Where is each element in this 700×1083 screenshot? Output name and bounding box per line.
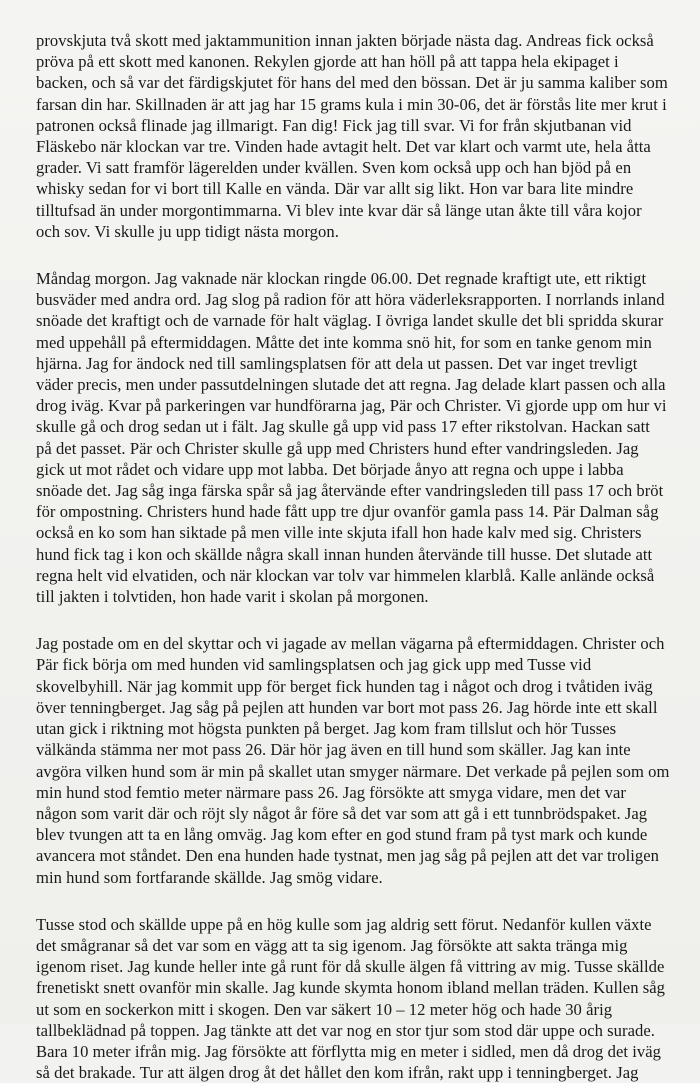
text-line: Bara 10 meter ifrån mig. Jag försökte att förflytta mig en meter i sidled, men då drog det iväg <box>36 1041 661 1061</box>
text-line: också en ko som han siktade på men ville inte skjuta ifall hon hade kalv med sig. Christers <box>36 523 642 543</box>
text-line: ut som en sockerkon mitt i skogen. Den var säkert 10 – 12 meter hög och hade 30 årig <box>36 999 613 1019</box>
text-line: min hund stod femtio meter närmare pass 26. Jag försökte att smyga vidare, men det var <box>36 782 626 802</box>
text-line: frenetiskt snett ovanför min skalle. Jag kunde skymta honom ibland mellan träden. Kullen såg <box>36 978 666 998</box>
text-line: hjärna. Jag for ändock ned till samlingsplatsen för att dela ut passen. Det var inget trevligt <box>36 353 638 373</box>
text-line: det smågranar så det var som en vägg att ta sig igenom. Jag försökte att sakta tränga mig <box>36 935 628 955</box>
text-line: grader. Vi satt framför lägerelden under kvällen. Sven kom också upp och han bjöd på en <box>36 158 632 178</box>
text-line: patronen också flinade jag illmarigt. Fan dig! Fick jag till svar. Vi for från skjutbanan vid <box>36 115 632 135</box>
text-line: så det brakade. Tur att älgen drog åt det hållet den kom ifrån, rakt upp i tenningberget. Jag <box>36 1063 639 1083</box>
text-line: Måndag morgon. Jag vaknade när klockan ringde 06.00. Det regnade kraftigt ute, ett riktigt <box>36 269 647 289</box>
text-line: avgöra vilken hund som är min på skallet utan smyger närmare. Det verkade på pejlen som om <box>36 761 670 781</box>
text-line: tilltufsad än under morgontimmarna. Vi blev inte kvar där så länge utan åkte till våra kojor <box>36 200 642 220</box>
text-line: till jakten i tolvtiden, hon hade varit i skolan på morgonen. <box>36 587 429 607</box>
text-line: Jag postade om en del skyttar och vi jagade av mellan vägarna på eftermiddagen. Christer och <box>36 634 665 654</box>
text-line: min hund som fortfarande skällde. Jag smög vidare. <box>36 867 383 887</box>
paragraph-4 <box>36 914 666 1083</box>
text-line: hund fick tag i kon och skällde några skall innan hunden återvände till husse. Det slutade att <box>36 544 653 564</box>
text-line: igenom riset. Jag kunde heller inte gå runt för då skulle älgen få vittring av mig. Tusse skällde <box>36 957 665 977</box>
paragraph-2 <box>36 268 667 607</box>
text-line: farsan din har. Skillnaden är att jag har 15 grams kula i min 30-06, det är förstås lite mer krut i <box>36 94 667 114</box>
text-line: med uppehåll på eftermiddagen. Måtte det inte komma snö hit, for som en tanke genom min <box>36 332 652 352</box>
text-line: whisky sedan for vi bort till Kalle en vända. Där var allt sig likt. Hon var bara lite mindre <box>36 179 634 199</box>
text-line: skulle gå och drog sedan ut i fält. Jag skulle gå upp vid pass 17 efter rikstolvan. Hackan satt <box>36 417 650 437</box>
text-line: skovelbyhill. När jag kommit upp för berget fick hunden tag i något och drog i tvåtiden iväg <box>36 676 653 696</box>
text-line: regna helt vid elvatiden, och när klockan var tolv var himmelen klarblå. Kalle anlände också <box>36 565 655 585</box>
text-line: väder precis, men under passutdelningen slutade det att regna. Jag delade klart passen och alla <box>36 375 666 395</box>
paragraph-3 <box>36 633 670 887</box>
text-line: gick ut mot rådet och vidare upp mot labba. Det började ånyo att regna och uppe i labba <box>36 459 624 479</box>
text-line: busväder med andra ord. Jag slog på radion för att höra väderleksrapporten. I norrlands inland <box>36 290 665 310</box>
text-line: snöade det. Jag såg inga färska spår så jag återvände efter vandringsleden till pass 17 och bröt <box>36 481 664 501</box>
text-line: på det passet. Pär och Christer skulle gå upp med Christers hund efter vandringsleden. Jag <box>36 438 639 458</box>
text-line: pröva på ett skott med kanonen. Rekylen gjorde att han höll på att tappa hela ekipaget i <box>36 52 619 72</box>
text-line: Pär fick börja om med hunden vid samlingsplatsen och jag gick upp med Tusse vid <box>36 655 592 675</box>
paragraph-1 <box>36 30 668 242</box>
text-line: någon som varit där och röjt sly något år före så det var som att gå i ett tunnbrödspaket. Jag <box>36 803 648 823</box>
text-line: tallbeklädnad på toppen. Jag tänkte att det var nog en stor tjur som stod där uppe och surade. <box>36 1020 655 1040</box>
text-line: Tusse stod och skällde uppe på en hög kulle som jag aldrig sett förut. Nedanför kullen växte <box>36 914 652 934</box>
text-line: backen, och så var det färdigskjutet för hans del med den bössan. Det är ju samma kaliber som <box>36 73 668 93</box>
text-line: avancera mot ståndet. Den ena hunden hade tystnat, men jag såg på pejlen att det var troligen <box>36 846 660 866</box>
text-line: Fläskebo när klockan var tre. Vinden hade avtagit helt. Det var klart och varmt ute, hela åtta <box>36 137 651 157</box>
text-line: blev tvungen att ta en lång omväg. Jag kom efter en god stund fram på tyst mark och kunde <box>36 825 648 845</box>
text-line: för ompostning. Christers hund hade fått upp tre djur ovanför gamla pass 14. Pär Dalman såg <box>36 502 659 522</box>
text-line: provskjuta två skott med jaktammunition innan jakten började nästa dag. Andreas fick också <box>36 31 654 50</box>
text-line: välkända stämma ner mot pass 26. Där hör jag även en till hund som skäller. Jag kan inte <box>36 740 631 760</box>
text-line: utan gick i riktning mot högsta punkten på berget. Jag kom fram tillslut och hör Tusses <box>36 719 617 739</box>
text-line: och sov. Vi skulle ju upp tidigt nästa morgon. <box>36 221 339 241</box>
text-line: snöade det kraftigt och de varnade för halt väglag. I övriga landet skulle det bli spridda skurar <box>36 311 664 331</box>
text-line: drog iväg. Kvar på parkeringen var hundförarna jag, Pär och Christer. Vi gjorde upp om hur vi <box>36 396 667 416</box>
text-line: över tenningberget. Jag såg på pejlen att hunden var bort mot pass 26. Jag hörde inte ett skall <box>36 697 658 717</box>
